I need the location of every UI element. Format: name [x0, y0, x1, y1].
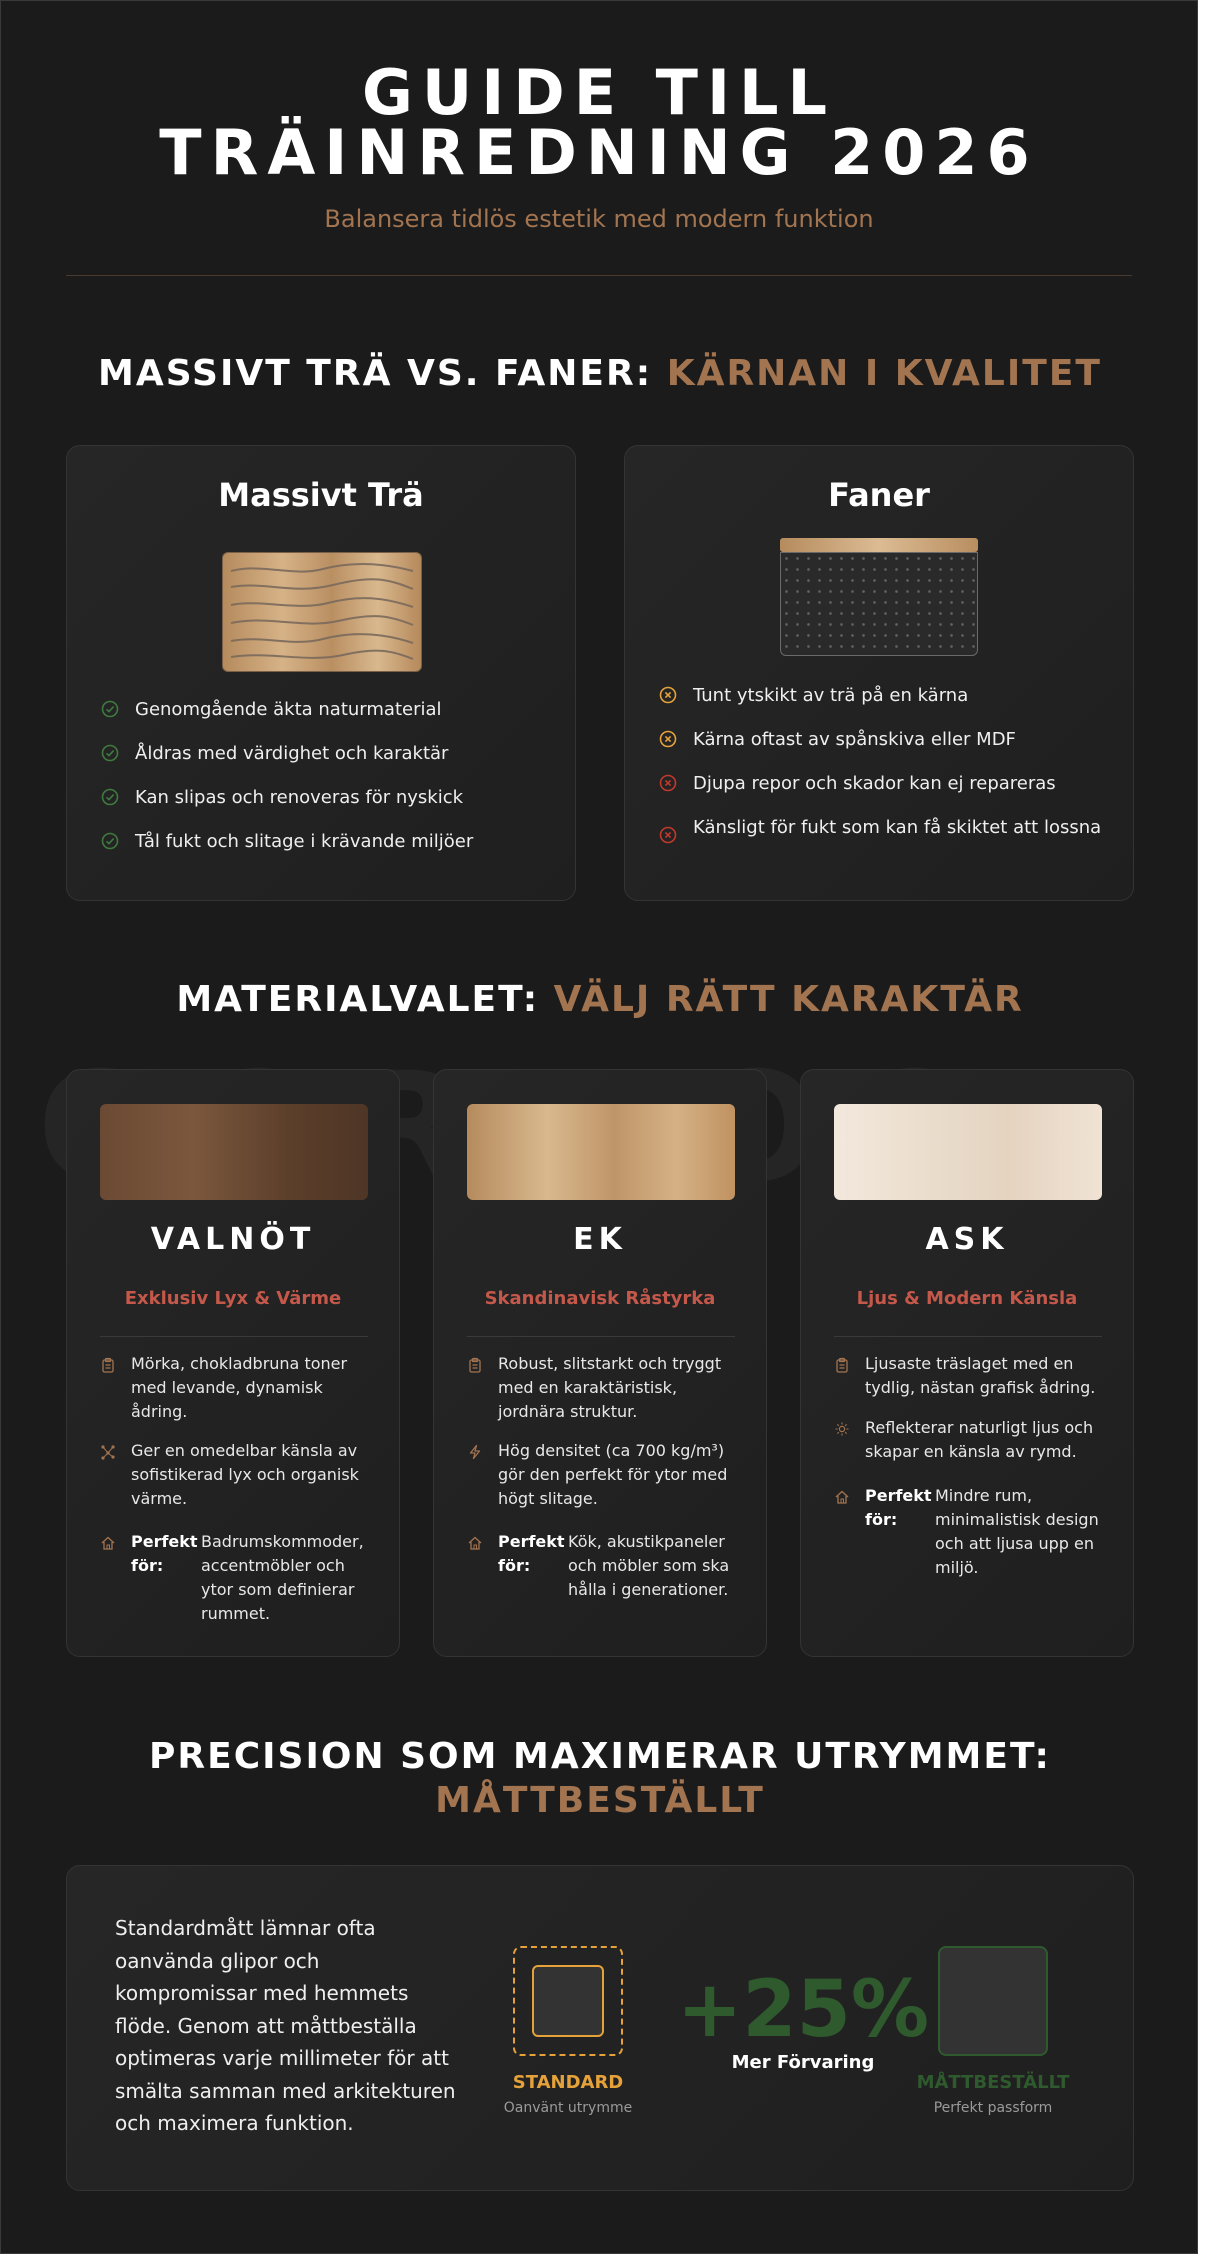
section-title-accent: KÄRNAN I KVALITET [666, 353, 1102, 394]
custom-sublabel: Perfekt passform [933, 2100, 1053, 2116]
section-title-main: MATERIALVALET: [176, 979, 540, 1020]
list-item [659, 682, 1109, 709]
list-item [101, 784, 551, 811]
solid-wood-illustration [222, 552, 422, 672]
list-item [659, 726, 1109, 753]
ash-feature-1: Ljusaste träslaget med en tydlig, nästan grafisk ådring. [865, 1354, 1096, 1397]
storage-increase-stat: +25% [676, 1965, 930, 2055]
oak-card [433, 1069, 767, 1657]
benefit-text: Kan slipas och renoveras för nyskick [135, 787, 464, 808]
solid-wood-card [66, 445, 576, 901]
solid-wood-benefits [101, 696, 551, 855]
check-circle-icon [101, 744, 119, 762]
veneer-drawbacks [659, 682, 1109, 841]
standard-cabinet-outline [513, 1946, 623, 2056]
oak-perfect-for [498, 1530, 738, 1602]
standard-sublabel: Oanvänt utrymme [503, 2100, 633, 2116]
divider [467, 1336, 735, 1337]
check-circle-icon [101, 832, 119, 850]
oak-tagline: Skandinavisk Råstyrka [484, 1288, 716, 1309]
clipboard-icon [834, 1357, 850, 1373]
x-circle-icon [659, 774, 677, 792]
list-item [659, 814, 1109, 841]
drawback-text: Kärna oftast av spånskiva eller MDF [693, 729, 1016, 750]
divider [834, 1336, 1102, 1337]
divider [100, 1336, 368, 1337]
title-line-2: TRÄINREDNING 2026 [159, 116, 1039, 189]
warning-circle-icon [659, 686, 677, 704]
list-item [659, 770, 1109, 797]
standard-label: STANDARD [512, 2072, 624, 2093]
network-icon [100, 1444, 116, 1460]
veneer-title: Faner [828, 476, 930, 514]
storage-increase-label: Mer Förvaring [731, 2052, 875, 2073]
walnut-card [66, 1069, 400, 1657]
wood-grain-icon [223, 553, 421, 671]
solid-wood-title: Massivt Trä [218, 476, 424, 514]
drawback-text: Tunt ytskikt av trä på en kärna [693, 685, 969, 706]
oak-name: EK [573, 1222, 627, 1257]
benefit-text: Tål fukt och slitage i krävande miljöer [135, 831, 474, 852]
check-circle-icon [101, 700, 119, 718]
custom-made-description: Standardmått lämnar ofta oanvända glipor och kompromissar med hemmets flöde. Genom att måttbeställa optimeras varje millimeter för att smälta samman med arkitekturen och maximera funktion. [115, 1916, 456, 2135]
walnut-tagline: Exklusiv Lyx & Värme [124, 1288, 342, 1309]
section-title-solid-vs-veneer [1, 353, 1198, 394]
x-circle-icon [659, 826, 677, 844]
ash-tagline: Ljus & Modern Känsla [856, 1288, 1078, 1309]
section-title-accent: VÄLJ RÄTT KARAKTÄR [553, 979, 1024, 1020]
home-icon [834, 1489, 850, 1505]
custom-cabinet-box [938, 1946, 1048, 2056]
ash-name: ASK [925, 1222, 1009, 1257]
header [1, 1, 1197, 233]
page-title [1, 56, 1197, 189]
benefit-text: Åldras med värdighet och karaktär [135, 743, 449, 764]
drawback-text: Känsligt för fukt som kan få skiktet att lossna [693, 817, 1102, 838]
walnut-swatch [100, 1104, 368, 1200]
perfect-for-label: Perfekt för: [131, 1532, 198, 1575]
walnut-perfect-for [131, 1530, 371, 1626]
ash-feature-2: Reflekterar naturligt ljus och skapar en känsla av rymd. [865, 1418, 1094, 1461]
veneer-surface-illustration [780, 538, 978, 552]
home-icon [100, 1535, 116, 1551]
list-item [101, 740, 551, 767]
walnut-name: VALNÖT [150, 1222, 316, 1257]
oak-swatch [467, 1104, 735, 1200]
home-icon [467, 1535, 483, 1551]
ash-card [800, 1069, 1134, 1657]
perfect-for-text: Mindre rum, minimalistisk design och att ljusa upp en miljö. [935, 1486, 1099, 1577]
perfect-for-text: Kök, akustikpaneler och möbler som ska hålla i generationer. [568, 1532, 730, 1599]
header-divider [66, 275, 1132, 276]
walnut-feature-1: Mörka, chokladbruna toner med levande, dynamisk ådring. [131, 1354, 348, 1421]
clipboard-icon [100, 1357, 116, 1373]
lightning-icon [467, 1444, 483, 1460]
sun-icon [834, 1421, 850, 1437]
veneer-card [624, 445, 1134, 901]
section-title-material-choice [1, 979, 1198, 1020]
benefit-text: Genomgående äkta naturmaterial [135, 699, 442, 720]
clipboard-icon [467, 1357, 483, 1373]
oak-feature-1: Robust, slitstarkt och tryggt med en karaktäristisk, jordnära struktur. [498, 1354, 722, 1421]
check-circle-icon [101, 788, 119, 806]
drawback-text: Djupa repor och skador kan ej repareras [693, 773, 1056, 794]
perfect-for-text: Badrumskommoder, accentmöbler och ytor som definierar rummet. [201, 1532, 364, 1623]
title-line-1: GUIDE TILL [361, 56, 837, 129]
walnut-feature-2: Ger en omedelbar känsla av sofistikerad lyx och organisk värme. [131, 1441, 359, 1508]
warning-circle-icon [659, 730, 677, 748]
section-title-main: MASSIVT TRÄ VS. FANER: [98, 353, 653, 394]
perfect-for-label: Perfekt för: [865, 1486, 932, 1529]
veneer-core-illustration [780, 552, 978, 656]
list-item [101, 696, 551, 723]
page-subtitle: Balansera tidlös estetik med modern funktion [324, 205, 874, 233]
standard-cabinet-box [532, 1965, 604, 2037]
list-item [101, 828, 551, 855]
custom-made-card [66, 1865, 1134, 2191]
ash-swatch [834, 1104, 1102, 1200]
oak-feature-2: Hög densitet (ca 700 kg/m³) gör den perfekt för ytor med högt slitage. [498, 1441, 728, 1508]
custom-label: MÅTTBESTÄLLT [916, 2072, 1070, 2093]
section-title-main: PRECISION SOM MAXIMERAR UTRYMMET: [149, 1736, 1051, 1777]
perfect-for-label: Perfekt för: [498, 1532, 565, 1575]
section-title-custom-made [1, 1735, 1198, 1823]
section-title-accent: MÅTTBESTÄLLT [435, 1780, 765, 1821]
ash-perfect-for [865, 1484, 1105, 1580]
